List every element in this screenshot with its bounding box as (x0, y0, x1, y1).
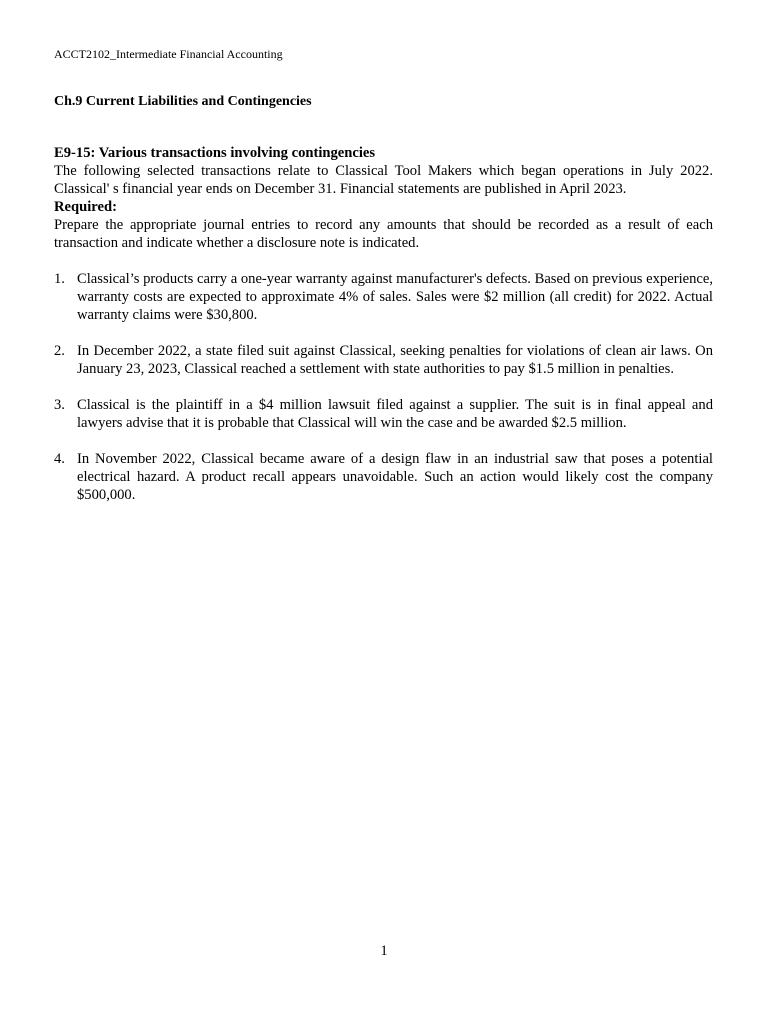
list-item-number: 2. (54, 343, 65, 359)
list-item-text: Classical’s products carry a one-year warranty against manufacturer's defects. Based on previous experience, warranty costs are expected to approximate 4% of sales. Sales were $2 million (all credit) for 2022. Actual warranty claims were $30,800. (77, 271, 713, 323)
list-item-number: 1. (54, 271, 65, 287)
required-label: Required: (54, 199, 117, 215)
list-item-text: In November 2022, Classical became aware of a design flaw in an industrial saw that poses a potential electrical hazard. A product recall appears unavoidable. Such an action would likely cost the company $500,000. (77, 451, 713, 503)
list-item (54, 270, 713, 324)
list-item (54, 342, 713, 378)
required-text: Prepare the appropriate journal entries to record any amounts that should be recorded as a result of each transaction and indicate whether a disclosure note is indicated. (54, 217, 713, 251)
list-item-text: Classical is the plaintiff in a $4 million lawsuit filed against a supplier. The suit is in final appeal and lawyers advise that it is probable that Classical will win the case and be awarded $2.5 million. (77, 397, 713, 431)
chapter-title: Ch.9 Current Liabilities and Contingencies (54, 94, 312, 109)
list-item-number: 4. (54, 451, 65, 467)
page-number: 1 (380, 943, 388, 959)
exercise-intro: The following selected transactions relate to Classical Tool Makers which began operations in July 2022. Classical' s financial year ends on December 31. Financial statements are published in April 2023. (54, 163, 713, 197)
transaction-list (54, 270, 713, 504)
exercise-section (54, 144, 713, 522)
list-item (54, 396, 713, 432)
exercise-title: E9-15: Various transactions involving contingencies (54, 145, 376, 161)
list-item-text: In December 2022, a state filed suit against Classical, seeking penalties for violations of clean air laws. On January 23, 2023, Classical reached a settlement with state authorities to pay $1.5 million in penalties. (77, 343, 713, 377)
list-item-number: 3. (54, 397, 65, 413)
page-header: ACCT2102_Intermediate Financial Accounting (54, 47, 283, 61)
list-item (54, 450, 713, 504)
